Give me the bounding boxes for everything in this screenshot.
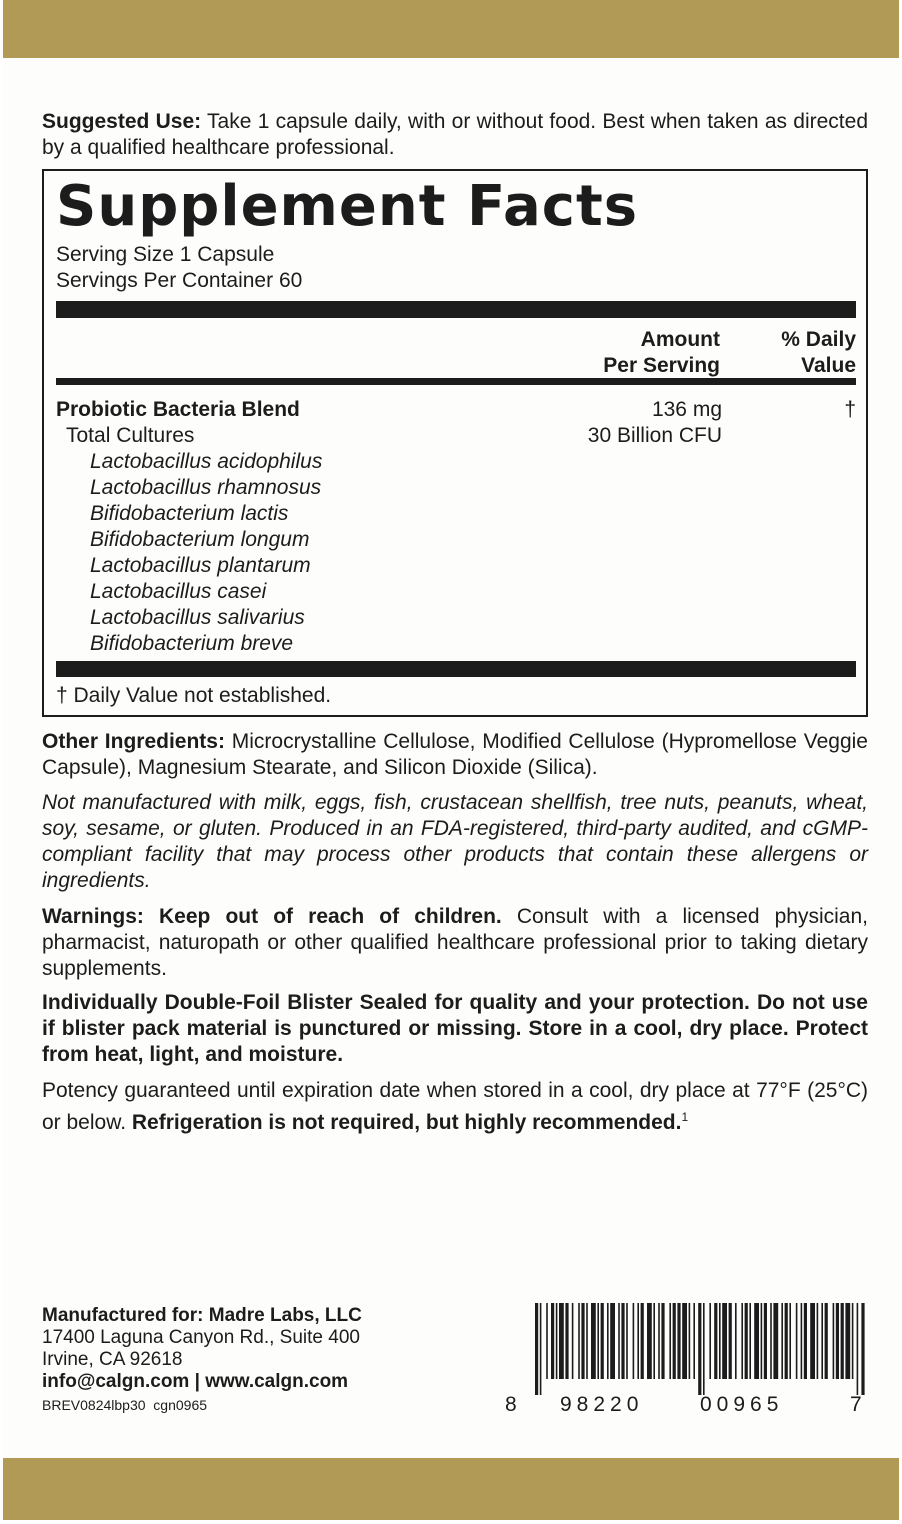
amount-header: Amount Per Serving (603, 328, 720, 377)
barcode-right-digits: 00965 (700, 1393, 784, 1416)
bottom-gold-band (3, 1458, 899, 1520)
ingredient-item: Lactobacillus salivarius (90, 606, 305, 629)
ingredient-item: Lactobacillus casei (90, 580, 267, 603)
total-cultures-label: Total Cultures (66, 424, 195, 447)
blend-amount: 136 mg (651, 398, 722, 421)
blend-daily-value: † (844, 398, 856, 421)
allergen-statement: Not manufactured with milk, eggs, fish, crustacean shellfish, tree nuts, peanuts, wheat, soy, sesame, or gluten. Produced in an FDA-registered, third-party audited, and cGMP-compliant facility that may process other products that contain these allergens or ingredients. (42, 791, 868, 892)
bottom-thick-divider (56, 661, 856, 677)
other-ingredients (42, 729, 868, 781)
supplement-facts-panel (42, 169, 868, 717)
other-ingredients-label: Other Ingredients: (42, 730, 225, 753)
manufacturer-city: Irvine, CA 92618 (42, 1349, 183, 1370)
daily-value-footnote: † Daily Value not established. (56, 684, 332, 707)
ingredient-item: Bifidobacterium breve (90, 632, 294, 655)
other-ingredients-text: Microcrystalline Cellulose, Modified Cellulose (Hypromellose Veggie Capsule), Magnesium Stearate, and Silicon Dioxide (Silica). (42, 730, 868, 779)
manufacturer-contact: info@calgn.com | www.calgn.com (42, 1371, 349, 1392)
warnings (42, 904, 868, 982)
footnote-marker: 1 (681, 1110, 689, 1124)
supplement-facts-title: Supplement Facts (56, 174, 639, 239)
daily-value-header: % Daily Value (781, 328, 856, 377)
top-gold-band (3, 0, 899, 58)
warnings-text: Consult with a licensed physician, pharmacist, naturopath or other qualified healthcare professional prior to taking dietary supplements. (42, 905, 868, 980)
suggested-use-text: Take 1 capsule daily, with or without food. Best when taken as directed by a qualified healthcare professional. (42, 110, 869, 159)
ingredient-item: Lactobacillus acidophilus (90, 450, 323, 473)
ingredient-item: Lactobacillus plantarum (90, 554, 311, 577)
barcode-lead-digit: 8 (505, 1393, 517, 1416)
suggested-use-label: Suggested Use: (42, 110, 202, 133)
suggested-use (42, 109, 868, 161)
potency-text: Potency guaranteed until expiration date when stored in a cool, dry place at 77°F (25°C) or below. (42, 1079, 868, 1134)
thick-divider (56, 301, 856, 318)
medium-divider (56, 378, 856, 385)
refrigeration-note: Refrigeration is not required, but highly recommended. (131, 1111, 682, 1134)
serving-size: Serving Size 1 Capsule (56, 243, 275, 266)
ingredient-item: Bifidobacterium lactis (90, 502, 289, 525)
lot-code: BREV0824lbp30 cgn0965 (42, 1397, 208, 1413)
potency-statement (42, 1078, 868, 1136)
barcode-left-digits: 98220 (560, 1393, 644, 1416)
barcode-image (535, 1303, 865, 1395)
ingredient-item: Bifidobacterium longum (90, 528, 310, 551)
servings-per-container: Servings Per Container 60 (56, 269, 303, 292)
blister-statement: Individually Double-Foil Blister Sealed for quality and your protection. Do not use if blister pack material is punctured or missing. Store in a cool, dry place. Protect from heat, light, and moisture. (42, 991, 868, 1066)
manufacturer-address: 17400 Laguna Canyon Rd., Suite 400 (42, 1327, 360, 1348)
ingredient-item: Lactobacillus rhamnosus (90, 476, 322, 499)
warnings-label: Warnings: Keep out of reach of children. (42, 905, 502, 928)
blend-name: Probiotic Bacteria Blend (56, 398, 300, 421)
total-cultures-amount: 30 Billion CFU (587, 424, 722, 447)
manufacturer-name: Manufactured for: Madre Labs, LLC (42, 1305, 362, 1326)
barcode-check-digit: 7 (850, 1393, 862, 1416)
